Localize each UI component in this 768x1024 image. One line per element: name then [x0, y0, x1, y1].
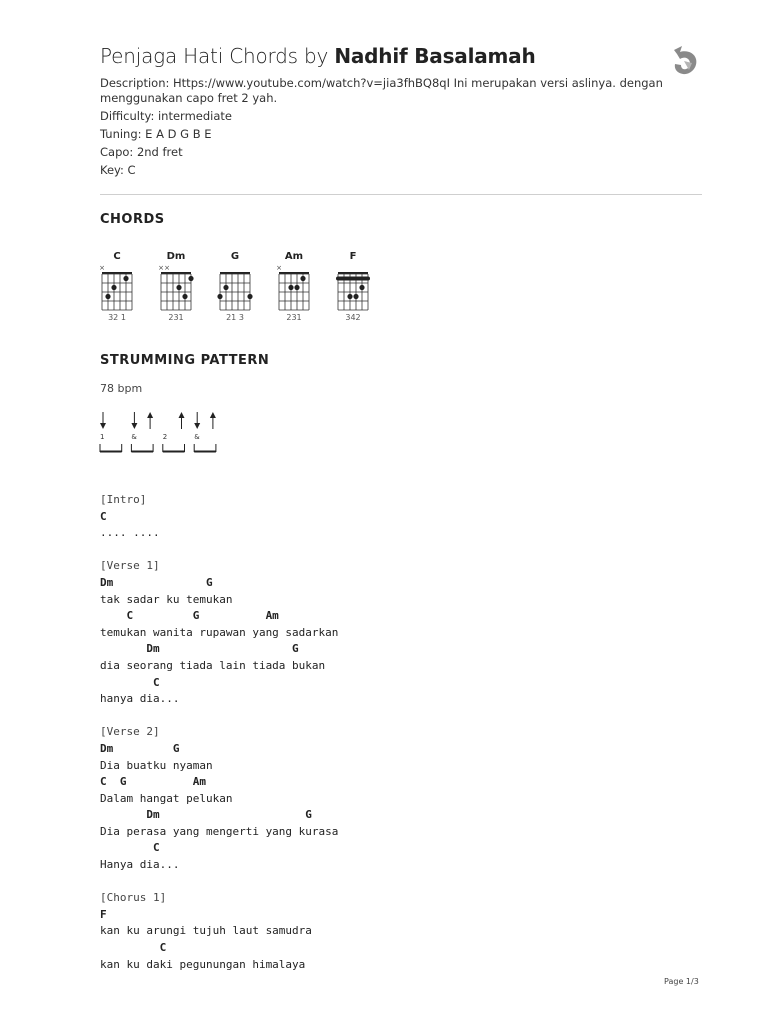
strum-down-arrow-icon	[131, 412, 137, 429]
chord-name: G	[230, 251, 240, 262]
page-title	[100, 44, 702, 68]
finger-dot	[182, 294, 187, 299]
chord-line: Dm G	[100, 808, 312, 822]
chord-line: C G Am	[100, 609, 279, 623]
beat-beam	[163, 444, 185, 452]
chord-line: Dm G	[100, 575, 213, 589]
chord-fingering: 32 1	[108, 313, 126, 322]
blank-line	[100, 874, 700, 891]
finger-dot	[359, 285, 364, 290]
title-prefix: Penjaga Hati Chords by	[100, 44, 335, 68]
strum-up-arrow-icon	[210, 412, 216, 429]
finger-dot	[294, 285, 299, 290]
finger-dot	[217, 294, 222, 299]
strumming-heading: STRUMMING PATTERN	[100, 353, 270, 368]
strum-count: &	[194, 433, 200, 441]
muted-string-mark: ×	[99, 264, 105, 272]
finger-dot	[123, 276, 128, 281]
description: Description: Https://www.youtube.com/watch?v=jia3fhBQ8qI Ini merupakan versi aslinya. dengan menggunakan capo fret 2 yah.	[100, 76, 663, 105]
strum-count: 2	[162, 433, 168, 441]
lyric-line: Dalam hangat pelukan	[100, 791, 233, 805]
finger-dot	[105, 294, 110, 299]
lyric-line: Dia buatku nyaman	[100, 758, 213, 772]
section-label: [Verse 2]	[100, 725, 160, 739]
chord-line: Dm G	[100, 741, 180, 755]
chord-line: C	[100, 675, 160, 689]
chord-am	[276, 251, 309, 322]
finger-dot	[176, 285, 181, 290]
chords-heading: CHORDS	[100, 212, 165, 227]
strum-up-arrow-icon	[179, 412, 185, 429]
beat-beam	[100, 444, 122, 452]
blank-line	[100, 708, 700, 725]
strum-down-arrow-icon	[100, 412, 106, 429]
song-sheet	[100, 492, 700, 973]
lyric-line: Dia perasa yang mengerti yang kurasa	[100, 824, 339, 838]
bpm-label: 78 bpm	[100, 382, 143, 395]
section-label: [Intro]	[100, 493, 147, 506]
song-header	[100, 40, 702, 181]
finger-dot	[353, 294, 358, 299]
strum-count: 1	[100, 433, 105, 441]
lyric-line: .... ....	[100, 526, 160, 540]
lyric-line: kan ku arungi tujuh laut samudra	[100, 924, 312, 938]
lyric-line: hanya dia...	[100, 692, 180, 706]
finger-dot	[247, 294, 252, 299]
barre	[336, 277, 370, 281]
chord-dm	[158, 251, 194, 322]
difficulty: Difficulty: intermediate	[100, 109, 232, 123]
beat-beam	[131, 444, 153, 452]
chord-name: F	[349, 251, 357, 262]
chord-fingering: 231	[286, 313, 302, 322]
chord-diagrams	[98, 248, 398, 328]
strum-count: &	[131, 433, 137, 441]
strum-down-arrow-icon	[194, 412, 200, 429]
lyric-line: Hanya dia...	[100, 858, 180, 872]
lyric-line: tak sadar ku temukan	[100, 592, 233, 606]
finger-dot	[300, 276, 305, 281]
finger-dot	[347, 294, 352, 299]
chord-name: Dm	[166, 251, 186, 262]
chord-line: C G Am	[100, 775, 206, 789]
chord-f	[336, 251, 370, 322]
page-number: Page 1/3	[664, 977, 699, 986]
finger-dot	[288, 285, 293, 290]
key: Key: C	[100, 163, 136, 177]
muted-string-mark: ×	[164, 264, 170, 272]
chord-g	[217, 251, 252, 322]
muted-string-mark: ×	[276, 264, 282, 272]
chord-name: Am	[284, 251, 304, 262]
chord-c	[99, 251, 132, 322]
chord-fingering: 231	[168, 313, 184, 322]
chord-line: C	[100, 841, 160, 855]
divider	[100, 194, 702, 195]
lyric-line: temukan wanita rupawan yang sadarkan	[100, 625, 339, 639]
strumming-pattern	[96, 408, 236, 460]
chord-line: Dm G	[100, 642, 299, 656]
blank-line	[100, 542, 700, 559]
finger-dot	[223, 285, 228, 290]
beat-beam	[194, 444, 216, 452]
section-label: [Chorus 1]	[100, 891, 167, 905]
chord-line: C	[100, 941, 167, 955]
lyric-line: kan ku daki pegunungan himalaya	[100, 957, 306, 971]
lyric-line: dia seorang tiada lain tiada bukan	[100, 658, 326, 672]
finger-dot	[111, 285, 116, 290]
chord-name: C	[113, 251, 121, 262]
finger-dot	[188, 276, 193, 281]
tuning: Tuning: E A D G B E	[100, 127, 212, 141]
capo: Capo: 2nd fret	[100, 145, 183, 159]
chord-fingering: 21 3	[226, 313, 244, 322]
strum-up-arrow-icon	[147, 412, 153, 429]
muted-string-mark: ×	[158, 264, 164, 272]
chord-fingering: 342	[345, 313, 361, 322]
artist-name: Nadhif Basalamah	[334, 44, 536, 68]
section-label: [Verse 1]	[100, 559, 160, 573]
chord-line: F	[100, 907, 107, 921]
chord-line: C	[100, 509, 107, 523]
